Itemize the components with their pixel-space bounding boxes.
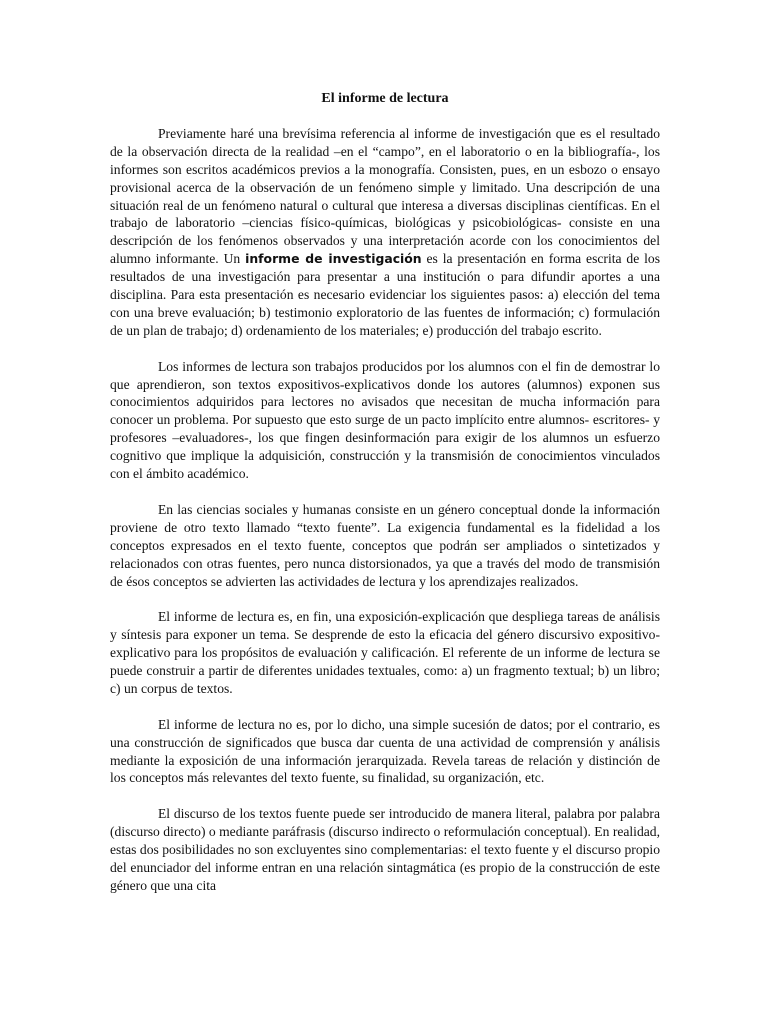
paragraph-1-text-b: es la presentación en forma escrita de los resultados de una investigación para presentar a una institución o para difundir aportes a una disciplina. Para esta presentación es necesario evidenciar los siguientes pasos: a) elección del tema con una breve evaluación; b) testimonio exploratorio de las fuentes de información; c) formulación de un plan de trabajo; d) ordenamiento de los materiales; e) producción del trabajo escrito. xyxy=(110,251,660,338)
document-body xyxy=(110,90,660,913)
paragraph-1 xyxy=(110,125,660,340)
paragraph-1-text-a: Previamente haré una brevísima referencia al informe de investigación que es el resultado de la observación directa de la realidad –en el “campo”, en el laboratorio o en la bibliografía-, los informes son escritos académicos previos a la monografía. Consisten, pues, en un esbozo o ensayo provisional acerca de la observación de un fenómeno simple y limitado. Una descripción de una situación real de un fenómeno natural o cultural que interesa a diversas disciplinas científicas. En el trabajo de laboratorio –ciencias físico-químicas, biológicas y psicobiológicas- consiste en una descripción de los fenómenos observados y una interpretación acorde con los conocimientos del alumno informante. Un xyxy=(110,125,660,267)
paragraph-1-bold-term: informe de investigación xyxy=(245,251,422,267)
paragraph-4: El informe de lectura es, en fin, una exposición-explicación que despliega tareas de análisis y síntesis para exponer un tema. Se desprende de esto la eficacia del género discursivo expositivo-explicativo para los propósitos de evaluación y calificación. El referente de un informe de lectura se puede construir a partir de diferentes unidades textuales, como: a) un fragmento textual; b) un libro; c) un corpus de textos. xyxy=(110,609,660,696)
paragraph-3: En las ciencias sociales y humanas consiste en un género conceptual donde la información proviene de otro texto llamado “texto fuente”. La exigencia fundamental es la fidelidad a los conceptos expresados en el texto fuente, conceptos que podrán ser ampliados o sintetizados y relacionados con otras fuentes, pero nunca distorsionados, ya que a través del modo de transmisión de ésos conceptos se advierten las actividades de lectura y los aprendizajes realizados. xyxy=(110,501,660,589)
page-title: El informe de lectura xyxy=(321,91,449,106)
paragraph-5: El informe de lectura no es, por lo dicho, una simple sucesión de datos; por el contrario, es una construcción de significados que busca dar cuenta de una actividad de comprensión y análisis mediante la exposición de una información jerarquizada. Revela tareas de relación y distinción de los conceptos más relevantes del texto fuente, su finalidad, su organización, etc. xyxy=(110,716,660,786)
paragraph-6: El discurso de los textos fuente puede ser introducido de manera literal, palabra por palabra (discurso directo) o mediante paráfrasis (discurso indirecto o reformulación conceptual). En realidad, estas dos posibilidades no son excluyentes sino complementarias: el texto fuente y el discurso propio del enunciador del informe entran en una relación sintagmática (es propio de la construcción de este género que una cita xyxy=(110,806,660,893)
paragraph-2: Los informes de lectura son trabajos producidos por los alumnos con el fin de demostrar lo que aprendieron, son textos expositivos-explicativos donde los autores (alumnos) exponen sus conocimientos adquiridos para lectores no avisados que necesitan de mucha información para conocer un problema. Por supuesto que esto surge de un pacto implícito entre alumnos- escritores- y profesores –evaluadores-, los que fingen desinformación para exigir de los alumnos un esfuerzo cognitivo que implique la adquisición, construcción y la transmisión de conocimientos vinculados con el ámbito académico. xyxy=(110,358,660,482)
